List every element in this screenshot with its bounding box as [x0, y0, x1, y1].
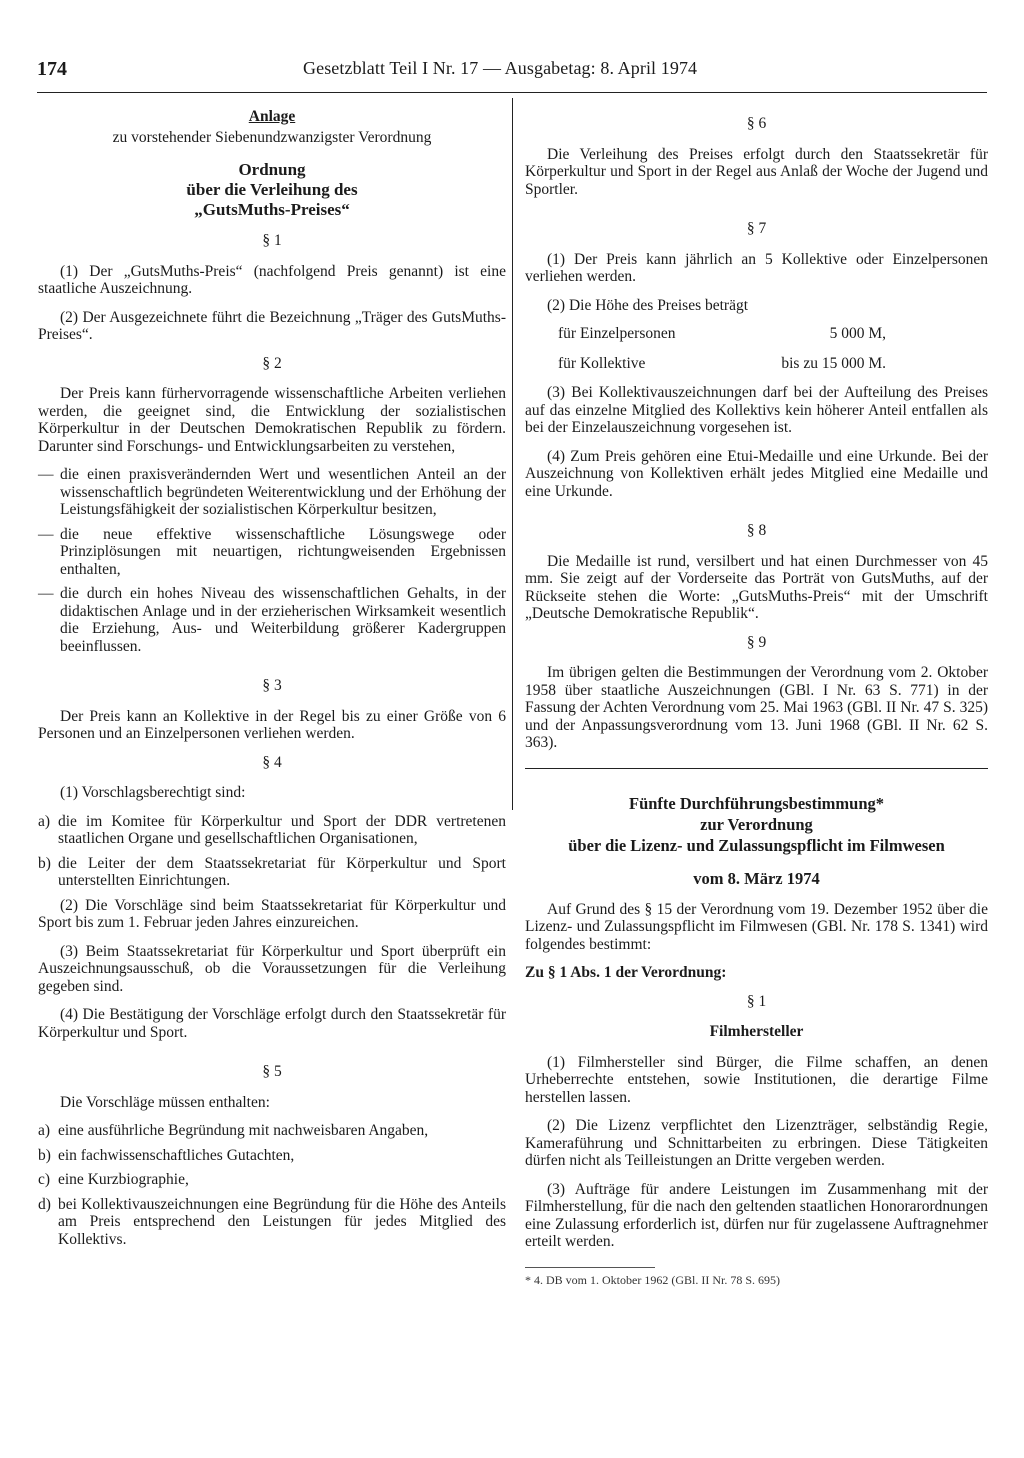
page-header [37, 58, 997, 86]
section-divider-rule [525, 768, 988, 769]
list-item [38, 1196, 506, 1249]
list-item-text: eine Kurzbiographie, [58, 1171, 189, 1188]
anlage-subtitle: zu vorstehender Siebenundzwanzigster Verordnung [112, 128, 432, 146]
list-item [38, 1122, 506, 1140]
dash-item [38, 466, 506, 519]
section-heading: § 5 [262, 1063, 282, 1080]
paragraph: (4) Zum Preis gehören eine Etui-Medaille und eine Urkunde. Bei der Auszeichnung von Kollektiven erhält jedes Mitglied eine Medaille und eine Urkunde. [525, 447, 988, 500]
paragraph: (3) Beim Staatssekretariat für Körperkultur und Sport überprüft ein Auszeichnungsausschuß, ob die Voraussetzungen für die Verleihung gegeben sind. [38, 942, 506, 995]
section-heading: § 2 [262, 354, 282, 372]
paragraph: (4) Die Bestätigung der Vorschläge erfolgt durch den Staatssekretär für Körperkultur und Sport. [38, 1006, 506, 1041]
dash-item-text: die neue effektive wissenschaftliche Lösungswege oder Prinziplösungen mit neuartigen, richtungweisenden Ergebnissen enthalten, [60, 525, 506, 578]
paragraph: Im übrigen gelten die Bestimmungen der Verordnung vom 2. Oktober 1958 über staatliche Auszeichnungen (GBl. I Nr. 63 S. 771) in der Fassung der Achten Verordnung vom 25. Mai 1963 (GBl. II Nr. 47 S. 325) und der Anpassungsverordnung vom 13. Juni 1968 (GBl. II Nr. 62 S. 363). [525, 664, 988, 751]
regulation-date: vom 8. März 1974 [693, 868, 820, 888]
regulation-title-line: Fünfte Durchführungsbestimmung* [628, 793, 885, 813]
ordnung-title-line: Ordnung [238, 160, 306, 179]
dash-item-text: die durch ein hohes Niveau des wissenschaftlichen Gehalts, in der didaktischen Anlage und in der erzieherischen Wirksamkeit wesentlich die Erziehung, Aus- und Weiterbildung größerer Kadergruppen beeinflussen. [60, 585, 506, 655]
section-heading: § 4 [262, 753, 282, 771]
paragraph: (1) Der „GutsMuths-Preis“ (nachfolgend Preis genannt) ist eine staatliche Auszeichnung. [38, 262, 506, 297]
list-item-text: die Leiter der dem Staatssekretariat für Körperkultur und Sport unterstellten Einrichtungen. [58, 854, 506, 889]
list-marker: c) [38, 1171, 51, 1188]
dash-item [38, 585, 506, 655]
list-marker: a) [38, 1122, 51, 1139]
list-marker: a) [38, 812, 51, 830]
list-item [38, 1171, 506, 1189]
paragraph: (3) Aufträge für andere Leistungen im Zusammenhang mit der Filmherstellung, für die nach den geltenden staatlichen Honorarordnungen eine Zulassung erforderlich ist, dürfen nur für zugelassene Auftragnehmer erteilt werden. [525, 1180, 988, 1250]
paragraph: Der Preis kann fürhervorragende wissenschaftliche Arbeiten verliehen werden, die geeignet sind, die Entwicklung der sozialistischen Körperkultur in der Deutschen Demokratischen Republik zu fördern. Darunter sind Forschungs- und Entwicklungsarbeiten zu verstehen, [38, 385, 506, 455]
paragraph: Der Preis kann an Kollektive in der Regel bis zu einer Größe von 6 Personen und an Einzelpersonen verliehen werden. [38, 707, 506, 742]
section-heading: § 8 [746, 522, 767, 539]
paragraph: Die Verleihung des Preises erfolgt durch den Staatssekretär für Körperkultur und Sport in der Regel aus Anlaß der Woche der Jugend und Sportler. [525, 145, 988, 198]
list-item-text: bei Kollektivauszeichnungen eine Begründung für die Höhe des Anteils am Preis entsprechend den Leistungen für jedes Mitglied des Kollektivs. [58, 1195, 506, 1248]
paragraph: Die Medaille ist rund, versilbert und hat einen Durchmesser von 45 mm. Sie zeigt auf der Vorderseite das Porträt von GutsMuths, auf der Rückseite stehen die Worte: „GutsMuths-Preis“ mit der Umschrift „Deutsche Demokratische Republik“. [525, 552, 988, 622]
list-marker: b) [38, 1146, 51, 1164]
left-column [38, 108, 506, 1255]
header-rule [37, 92, 987, 93]
list-item-text: eine ausführliche Begründung mit nachweisbaren Angaben, [58, 1122, 429, 1139]
list-marker: b) [38, 854, 51, 872]
list-item-text: die im Komitee für Körperkultur und Sport der DDR vertretenen staatlichen Organe und gesellschaftlichen Organisationen, [58, 812, 506, 847]
amount-value: 5 000 M, [829, 325, 886, 342]
section-title: Filmhersteller [709, 1023, 804, 1040]
list-item [38, 855, 506, 890]
section-heading: § 9 [746, 633, 767, 651]
paragraph: (1) Filmhersteller sind Bürger, die Filme schaffen, an denen Urheberrechte entstehen, sowie Institutionen, die derartige Filme herstellen lassen. [525, 1053, 988, 1106]
dash-marker: — [38, 585, 54, 602]
column-divider [512, 98, 513, 810]
list-item-text: ein fachwissenschaftliches Gutachten, [58, 1146, 295, 1164]
page-number: 174 [37, 58, 67, 80]
paragraph: (2) Die Vorschläge sind beim Staatssekretariat für Körperkultur und Sport bis zum 1. Februar jeden Jahres einzureichen. [38, 896, 506, 931]
dash-item-text: die einen praxisverändernden Wert und wesentlichen Anteil an der wissenschaftlich begründeten Weiterentwicklung und der Erhöhung der Leistungsfähigkeit der sozialistischen Körperkultur besitzen, [60, 466, 506, 518]
ordnung-title-line: „GutsMuths-Preises“ [194, 200, 350, 219]
paragraph: Die Vorschläge müssen enthalten: [60, 1093, 270, 1111]
regulation-title-line: über die Lizenz- und Zulassungspflicht im Filmwesen [568, 835, 945, 855]
section-heading: § 1 [746, 992, 767, 1010]
dash-item [38, 526, 506, 579]
regulation-title [525, 793, 988, 856]
section-heading: § 6 [746, 115, 767, 132]
regulation-title-line: zur Verordnung [700, 814, 813, 834]
paragraph: (1) Vorschlagsberechtigt sind: [60, 784, 246, 801]
amount-label: für Kollektive [558, 354, 646, 372]
section-heading: § 1 [262, 232, 282, 249]
anlage-heading: Anlage [248, 108, 296, 125]
paragraph: Auf Grund des § 15 der Verordnung vom 19. Dezember 1952 über die Lizenz- und Zulassungspflicht im Filmwesen (GBl. Nr. 178 S. 1341) wird folgendes bestimmt: [525, 900, 988, 953]
amount-row [558, 325, 988, 343]
paragraph: (2) Die Lizenz verpflichtet den Lizenzträger, selbständig Regie, Kameraführung und Schnittarbeiten zu erbringen. Diese Tätigkeiten dürfen nicht als Teilleistungen an Dritte vergeben werden. [525, 1117, 988, 1169]
zu-heading: Zu § 1 Abs. 1 der Verordnung: [525, 964, 727, 981]
footnote-rule [525, 1267, 655, 1268]
amount-value: bis zu 15 000 M. [781, 354, 886, 372]
paragraph: (2) Die Höhe des Preises beträgt [547, 296, 749, 314]
ordnung-title-line: über die Verleihung des [186, 180, 358, 199]
paragraph: (2) Der Ausgezeichnete führt die Bezeichnung „Träger des GutsMuths-Preises“. [38, 308, 506, 343]
dash-marker: — [38, 466, 54, 483]
list-item [38, 813, 506, 848]
section-heading: § 3 [262, 677, 282, 694]
right-column [525, 108, 988, 1287]
list-item [38, 1147, 506, 1165]
running-head: Gesetzblatt Teil I Nr. 17 — Ausgabetag: 8. April 1974 [303, 58, 698, 78]
amount-row [558, 355, 988, 373]
ordnung-title [38, 160, 506, 220]
dash-marker: — [38, 525, 54, 543]
list-marker: d) [38, 1195, 51, 1213]
paragraph: (1) Der Preis kann jährlich an 5 Kollektive oder Einzelpersonen verliehen werden. [525, 250, 988, 285]
amount-label: für Einzelpersonen [558, 325, 676, 342]
paragraph: (3) Bei Kollektivauszeichnungen darf bei der Aufteilung des Preises auf das einzelne Mitglied des Kollektivs kein höherer Anteil entfallen als bei der Einzelauszeichnung vorgesehen ist. [525, 384, 988, 436]
section-heading: § 7 [746, 220, 767, 237]
footnote: * 4. DB vom 1. Oktober 1962 (GBl. II Nr. 78 S. 695) [525, 1272, 780, 1287]
